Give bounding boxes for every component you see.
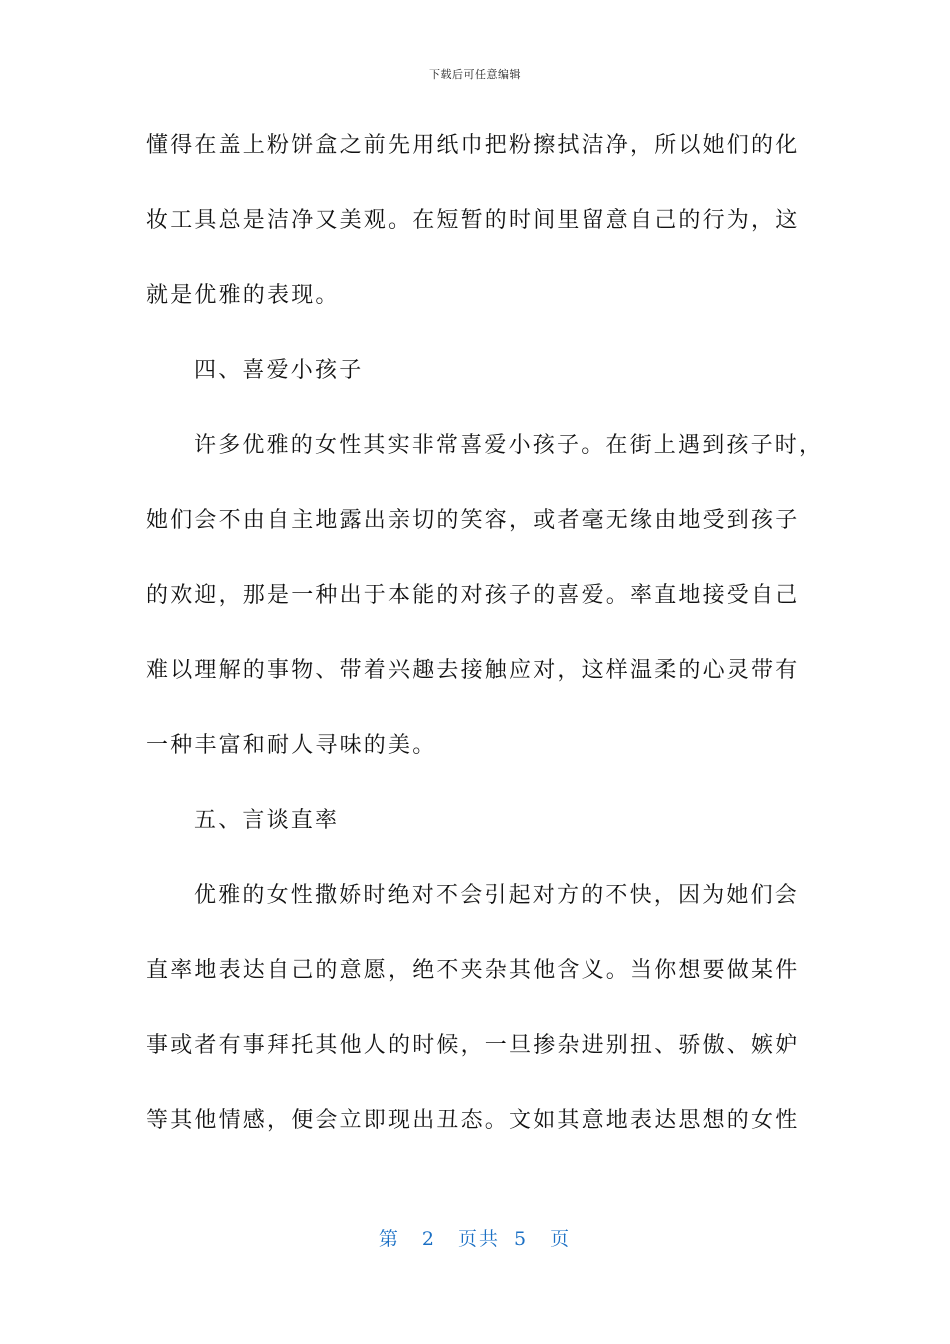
paragraph-line: 难以理解的事物、带着兴趣去接触应对，这样温柔的心灵带有 bbox=[146, 658, 800, 683]
footer-suffix: 页 bbox=[550, 1228, 572, 1250]
paragraph-line: 许多优雅的女性其实非常喜爱小孩子。在街上遇到孩子时， bbox=[194, 433, 824, 458]
section-heading: 四、喜爱小孩子 bbox=[194, 358, 364, 383]
footer-prefix: 第 bbox=[378, 1228, 400, 1250]
footer-current-page: 2 bbox=[421, 1228, 436, 1250]
paragraph-line: 妆工具总是洁净又美观。在短暂的时间里留意自己的行为，这 bbox=[146, 208, 800, 233]
paragraph-line: 就是优雅的表现。 bbox=[146, 283, 340, 308]
paragraph-line: 的欢迎，那是一种出于本能的对孩子的喜爱。率直地接受自己 bbox=[146, 583, 800, 608]
paragraph-line: 优雅的女性撒娇时绝对不会引起对方的不快，因为她们会 bbox=[194, 883, 800, 908]
paragraph-line: 事或者有事拜托其他人的时候，一旦掺杂进别扭、骄傲、嫉妒 bbox=[146, 1033, 800, 1058]
document-body bbox=[146, 123, 824, 1173]
paragraph-line: 她们会不由自主地露出亲切的笑容，或者毫无缘由地受到孩子 bbox=[146, 508, 800, 533]
paragraph-line: 等其他情感，便会立即现出丑态。文如其意地表达思想的女性 bbox=[146, 1108, 800, 1133]
section-heading: 五、言谈直率 bbox=[194, 808, 340, 833]
footer-total-pages: 5 bbox=[514, 1228, 529, 1250]
page-header-note: 下载后可任意编辑 bbox=[429, 68, 521, 81]
footer-middle: 页共 bbox=[457, 1228, 500, 1250]
paragraph-line: 直率地表达自己的意愿，绝不夹杂其他含义。当你想要做某件 bbox=[146, 958, 800, 983]
paragraph-line: 懂得在盖上粉饼盒之前先用纸巾把粉擦拭洁净，所以她们的化 bbox=[146, 133, 800, 158]
page-footer bbox=[0, 1224, 950, 1251]
paragraph-line: 一种丰富和耐人寻味的美。 bbox=[146, 733, 437, 758]
